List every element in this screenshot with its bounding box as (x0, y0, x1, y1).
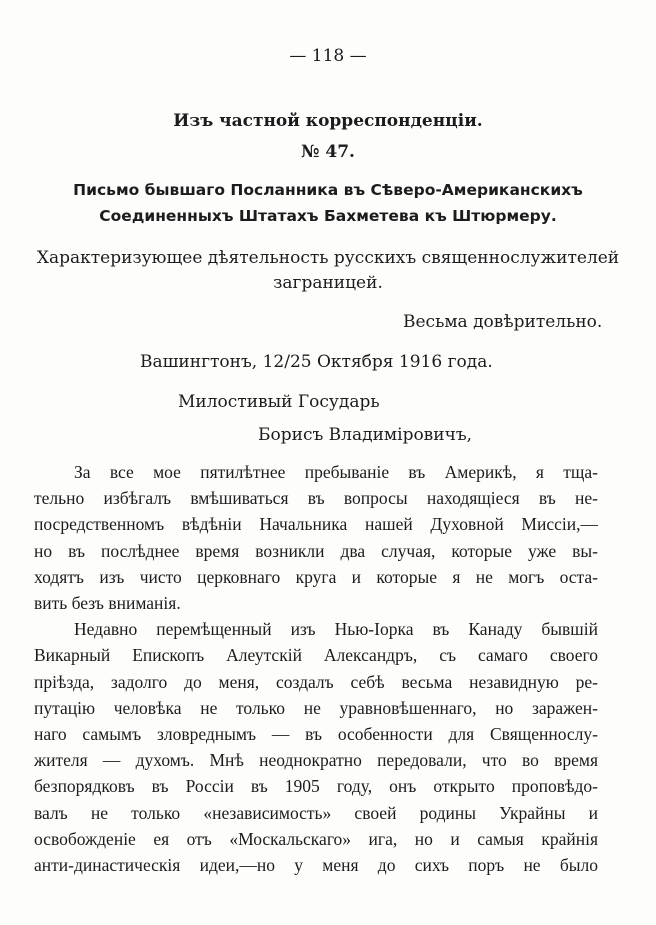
summary-line: заграницей. (273, 273, 383, 293)
paragraph-line: путацію человѣка не только не уравновѣшеннаго, но заражен- (34, 697, 598, 718)
document-number: № 47. (301, 142, 355, 162)
page-number: — 118 — (289, 46, 367, 66)
paragraph-line: вить безъ вниманія. (34, 593, 181, 613)
subtitle-line: Письмо бывшаго Посланника въ Сѣверо-Американскихъ (73, 181, 583, 199)
section-title: Изъ частной корреспонденціи. (173, 111, 483, 131)
paragraph-line: безпорядковъ въ Россіи въ 1905 году, онъ открыто проповѣдо- (34, 776, 598, 797)
salutation-line: Милостивый Государь (178, 392, 380, 412)
paragraph-line: но въ послѣднее время возникли два случая, которые уже вы- (34, 540, 598, 561)
paragraph-line: ходятъ изъ чисто церковнаго круга и которые я не могъ оста- (34, 566, 598, 587)
paragraph-line: пріѣзда, задолго до меня, создалъ себѣ весьма незавидную ре- (34, 671, 598, 692)
paragraph-line: тельно избѣгалъ вмѣшиваться въ вопросы находящіеся въ не- (34, 488, 598, 509)
classification: Весьма довѣрительно. (403, 312, 603, 332)
paragraph-line: наго самымъ зловреднымъ — въ особенности для Священнослу- (34, 724, 598, 744)
salutation-name: Борисъ Владиміровичъ, (258, 425, 473, 445)
paragraph-line: анти-династическія идеи,—но у меня до сихъ поръ не было (34, 855, 598, 875)
paragraph-line: посредственномъ вѣдѣніи Начальника нашей Духовной Миссіи,— (34, 514, 598, 535)
summary-line: Характеризующее дѣятельность русскихъ священнослужителей (36, 248, 620, 268)
paragraph-line: Недавно перемѣщенный изъ Нью-Іорка въ Канаду бывшій (74, 619, 598, 640)
paragraph-line: За все мое пятилѣтнее пребываніе въ Америкѣ, я тща- (74, 462, 598, 482)
paragraph-line: освобожденіе ея отъ «Москальскаго» ига, но и самыя крайнія (34, 828, 598, 849)
paragraph-line: валъ не только «независимость» своей родины Украйны и (34, 802, 598, 823)
paragraph-line: Викарный Епископъ Алеутскій Александръ, съ самаго своего (34, 645, 598, 666)
place-date: Вашингтонъ, 12/25 Октября 1916 года. (140, 352, 493, 372)
paragraph-line: жителя — духомъ. Мнѣ неоднократно передовали, что во время (34, 750, 598, 771)
subtitle-line: Соединенныхъ Штатахъ Бахметева къ Штюрмеру. (99, 207, 557, 225)
